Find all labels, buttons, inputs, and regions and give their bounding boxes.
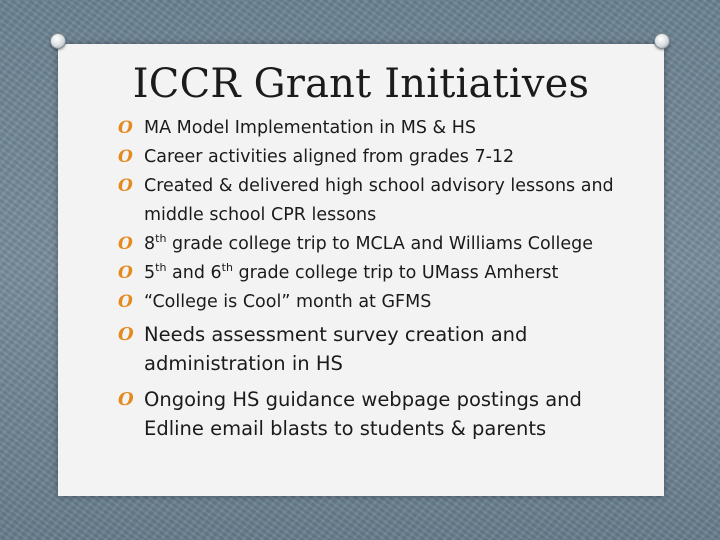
bullet-item: [118, 288, 638, 317]
bullet-text-part: and 6: [166, 263, 222, 283]
bullet-text: MA Model Implementation in MS & HS: [144, 118, 477, 138]
slide-title: ICCR Grant Initiatives: [132, 61, 590, 107]
bullet-list: [118, 114, 638, 443]
bullet-marker-icon: O: [118, 118, 133, 138]
bullet-marker-icon: O: [118, 292, 133, 312]
bullet-marker-icon: O: [118, 147, 133, 167]
pushpin-icon-right: [654, 33, 670, 49]
bullet-text: [144, 263, 558, 283]
ordinal-suffix: th: [221, 261, 233, 274]
bullet-text: Ongoing HS guidance webpage postings and Edline email blasts to students & parents: [144, 388, 582, 440]
bullet-marker-icon: O: [118, 176, 133, 196]
bullet-marker-icon: O: [118, 234, 133, 254]
ordinal-suffix: th: [155, 232, 167, 245]
bullet-item: [118, 259, 638, 288]
ordinal-suffix: th: [155, 261, 167, 274]
bullet-item: [118, 143, 638, 172]
bullet-marker-icon: O: [118, 263, 133, 283]
bullet-text-part: grade college trip to UMass Amherst: [232, 263, 559, 283]
pushpin-icon-left: [50, 33, 66, 49]
bullet-item: [118, 230, 638, 259]
bullet-item: [118, 385, 638, 443]
bullet-text-part: 5: [144, 263, 156, 283]
bullet-text: Created & delivered high school advisory lessons and middle school CPR lessons: [144, 176, 614, 225]
bullet-item: [118, 320, 638, 378]
bullet-text-part: grade college trip to MCLA and Williams College: [166, 234, 594, 254]
bullet-item: [118, 172, 638, 230]
bullet-marker-icon: O: [118, 389, 134, 410]
bullet-text: Career activities aligned from grades 7-12: [144, 147, 515, 167]
bullet-marker-icon: O: [118, 324, 134, 345]
bullet-item: [118, 114, 638, 143]
bullet-text-part: 8: [144, 234, 156, 254]
bullet-text: “College is Cool” month at GFMS: [144, 292, 432, 312]
bullet-text: Needs assessment survey creation and administration in HS: [144, 323, 528, 375]
bullet-text: [144, 234, 593, 254]
